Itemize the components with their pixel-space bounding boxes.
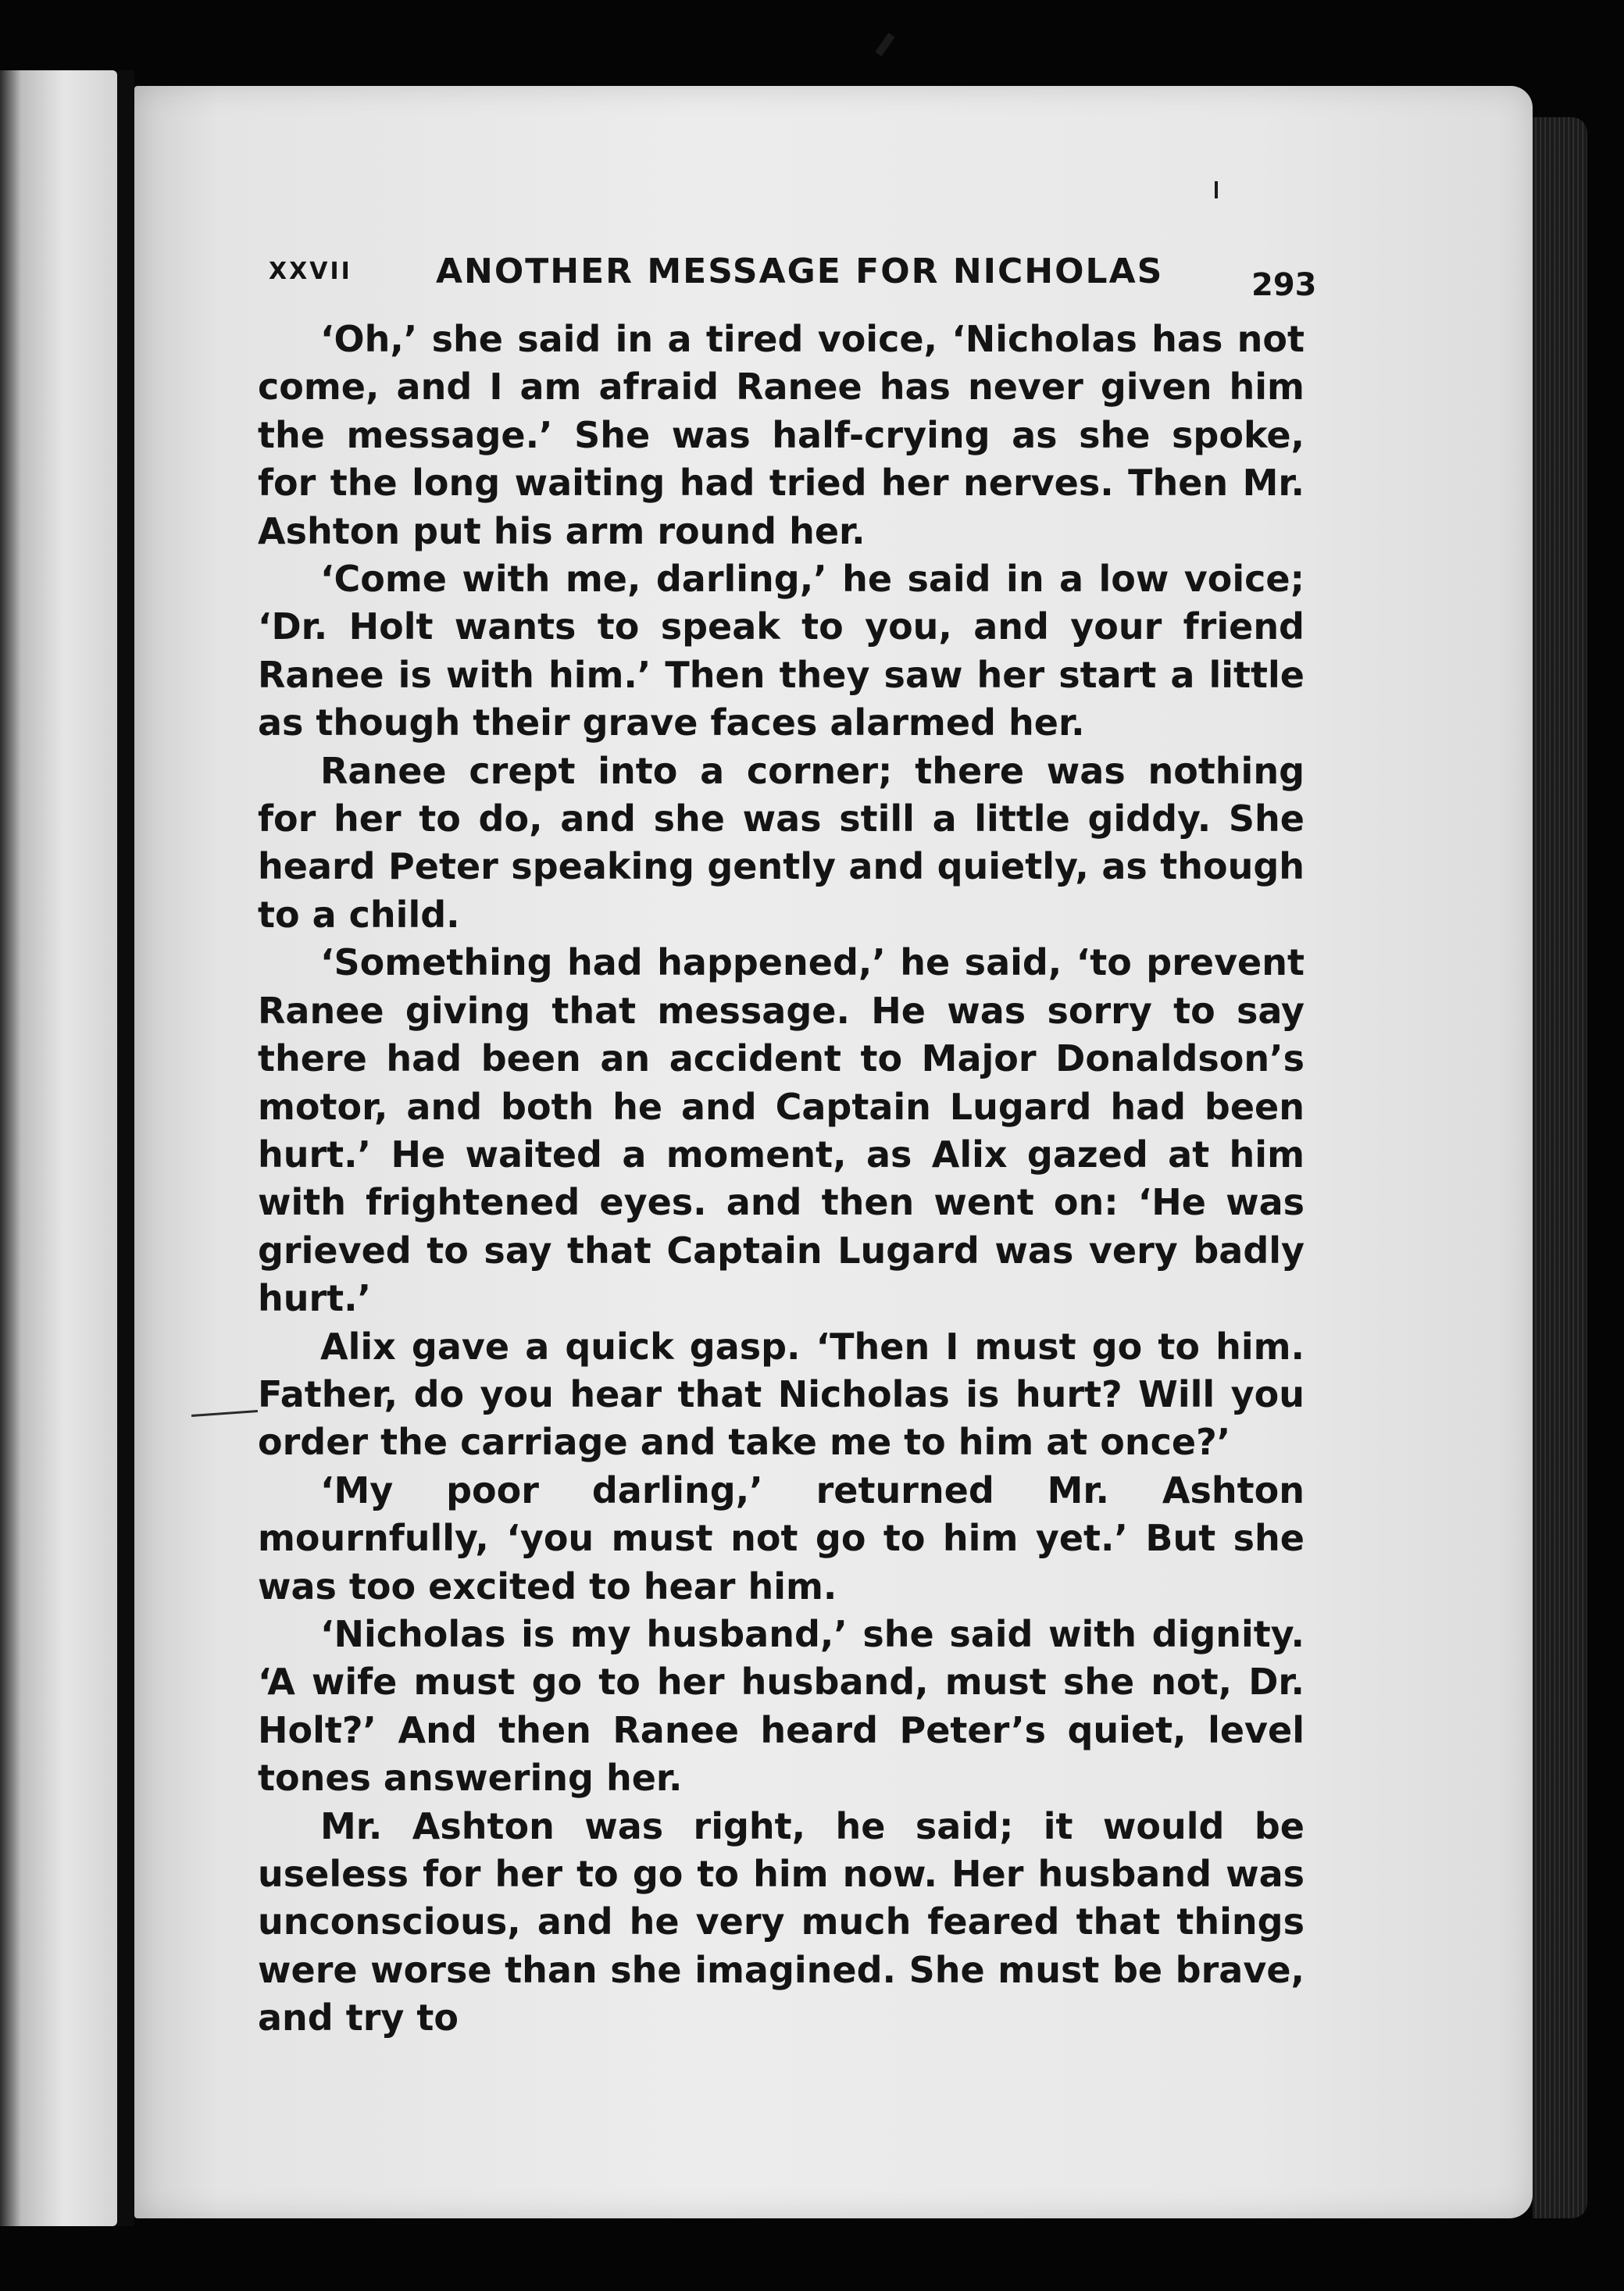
chapter-number: XXVII [269,258,352,285]
paragraph: Mr. Ashton was right, he said; it would be useless for her to go to him now. Her husband was unconscious, and he very much feared that things were worse than she imagined. She must be brave, and try to [258,1804,1305,2039]
scan-speck [1215,181,1218,198]
page-number: 293 [1251,267,1317,303]
paragraph: ‘Something had happened,’ he said, ‘to prevent Ranee giving that message. He was sorry to say there had been an accident to Major Donaldson’s motor, and both he and Captain Lugard had been hurt.’ He waited a moment, as Alix gazed at him with frightened eyes. and then went on: ‘He was grieved to say that Captain Lugard was very badly hurt.’ [258,941,1305,1320]
paragraph: Alix gave a quick gasp. ‘Then I must go to him. Father, do you hear that Nicholas is hurt? Will you order the carriage and take me to him at once?’ [258,1325,1305,1464]
scan-speck [875,33,894,56]
paragraph: ‘Nicholas is my husband,’ she said with dignity. ‘A wife must go to her husband, must she not, Dr. Holt?’ And then Ranee heard Peter’s quiet, level tones answering her. [258,1612,1305,1800]
paragraph: ‘Come with me, darling,’ he said in a low voice; ‘Dr. Holt wants to speak to you, and your friend Ranee is with him.’ Then they saw her start a little as though their grave faces alarmed her. [258,558,1305,744]
page-edge-stack [1533,117,1587,2218]
running-title: ANOTHER MESSAGE FOR NICHOLAS [436,252,1164,291]
paragraph: ‘Oh,’ she said in a tired voice, ‘Nicholas has not come, and I am afraid Ranee has never given him the message.’ She was half-crying as she spoke, for the long waiting had tried her nerves. Then Mr. Ashton put his arm round her. [258,318,1305,552]
paragraph: Ranee crept into a corner; there was nothing for her to do, and she was still a little giddy. She heard Peter speaking gently and quietly, as though to a child. [258,749,1305,936]
paragraph: ‘My poor darling,’ returned Mr. Ashton mournfully, ‘you must not go to him yet.’ But she was too excited to hear him. [258,1468,1305,1608]
running-header [258,248,1317,311]
previous-page-edge [0,70,117,2226]
page-text [258,248,1317,2043]
book-gutter [117,70,134,2226]
